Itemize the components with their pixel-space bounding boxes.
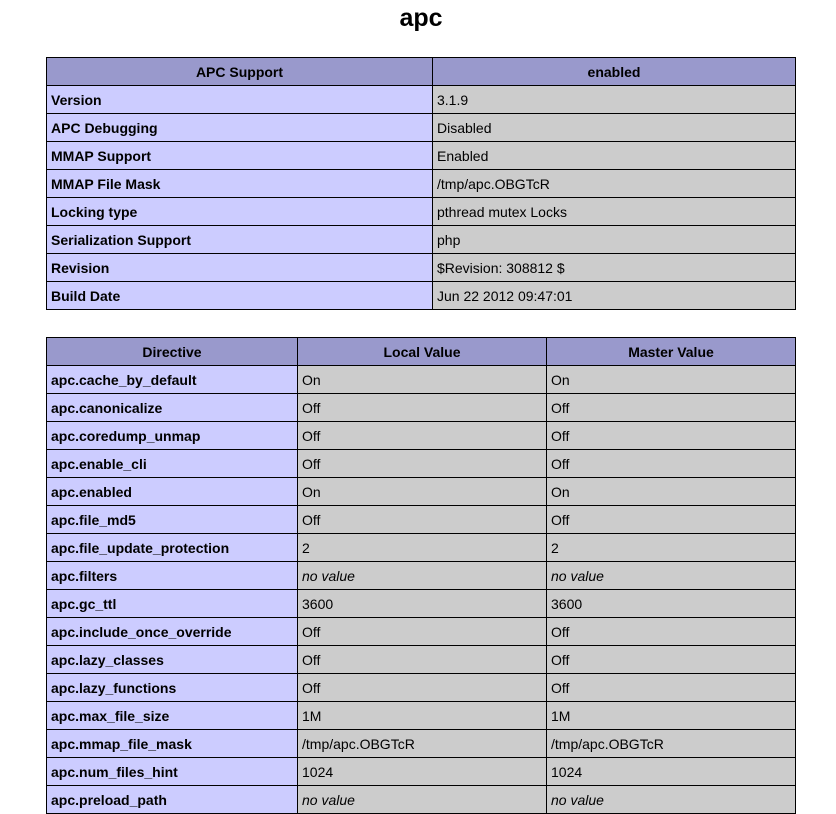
master-value — [547, 786, 796, 814]
directive-name: apc.mmap_file_mask — [47, 730, 298, 758]
row-label: MMAP File Mask — [47, 170, 433, 198]
master-value: Off — [547, 618, 796, 646]
master-value: Off — [547, 450, 796, 478]
master-value: Off — [547, 394, 796, 422]
header-enabled: enabled — [433, 58, 796, 86]
directive-name: apc.max_file_size — [47, 702, 298, 730]
table-header-row — [47, 58, 796, 86]
table-row — [47, 478, 796, 506]
table-row — [47, 590, 796, 618]
local-value: Off — [298, 450, 547, 478]
master-value: 2 — [547, 534, 796, 562]
directive-name: apc.lazy_functions — [47, 674, 298, 702]
local-value: 1024 — [298, 758, 547, 786]
directive-name: apc.preload_path — [47, 786, 298, 814]
local-value: Off — [298, 646, 547, 674]
master-value: 1M — [547, 702, 796, 730]
local-value: Off — [298, 422, 547, 450]
no-value-text: no value — [302, 567, 355, 584]
master-value: 1024 — [547, 758, 796, 786]
local-value: On — [298, 478, 547, 506]
row-label: APC Debugging — [47, 114, 433, 142]
table-row — [47, 674, 796, 702]
table-row — [47, 702, 796, 730]
master-value: Off — [547, 422, 796, 450]
header-local-value: Local Value — [298, 338, 547, 366]
local-value: /tmp/apc.OBGTcR — [298, 730, 547, 758]
row-value: Enabled — [433, 142, 796, 170]
table-row — [47, 422, 796, 450]
table-row — [47, 394, 796, 422]
local-value: Off — [298, 506, 547, 534]
local-value — [298, 562, 547, 590]
directive-name: apc.coredump_unmap — [47, 422, 298, 450]
directive-name: apc.gc_ttl — [47, 590, 298, 618]
row-label: MMAP Support — [47, 142, 433, 170]
directive-name: apc.canonicalize — [47, 394, 298, 422]
table-row — [47, 786, 796, 814]
row-label: Revision — [47, 254, 433, 282]
row-label: Version — [47, 86, 433, 114]
master-value: Off — [547, 506, 796, 534]
directive-name: apc.enabled — [47, 478, 298, 506]
directive-name: apc.lazy_classes — [47, 646, 298, 674]
directive-table — [46, 337, 796, 814]
row-label: Serialization Support — [47, 226, 433, 254]
local-value: Off — [298, 394, 547, 422]
master-value: Off — [547, 674, 796, 702]
row-value: php — [433, 226, 796, 254]
table-row — [47, 254, 796, 282]
table-row — [47, 142, 796, 170]
directive-name: apc.file_md5 — [47, 506, 298, 534]
master-value: Off — [547, 646, 796, 674]
master-value: On — [547, 366, 796, 394]
master-value: /tmp/apc.OBGTcR — [547, 730, 796, 758]
master-value: On — [547, 478, 796, 506]
row-value: Jun 22 2012 09:47:01 — [433, 282, 796, 310]
row-value: 3.1.9 — [433, 86, 796, 114]
table-row — [47, 758, 796, 786]
table-row — [47, 730, 796, 758]
directive-name: apc.cache_by_default — [47, 366, 298, 394]
table-row — [47, 366, 796, 394]
header-master-value: Master Value — [547, 338, 796, 366]
local-value: 2 — [298, 534, 547, 562]
local-value: 3600 — [298, 590, 547, 618]
local-value: On — [298, 366, 547, 394]
apc-support-table — [46, 57, 796, 310]
row-value: /tmp/apc.OBGTcR — [433, 170, 796, 198]
no-value-text: no value — [302, 791, 355, 808]
table-row — [47, 506, 796, 534]
table-row — [47, 618, 796, 646]
row-label: Build Date — [47, 282, 433, 310]
page-title: apc — [399, 4, 443, 32]
local-value — [298, 786, 547, 814]
table-row — [47, 114, 796, 142]
directive-name: apc.filters — [47, 562, 298, 590]
table-row — [47, 282, 796, 310]
local-value: 1M — [298, 702, 547, 730]
no-value-text: no value — [551, 791, 604, 808]
table-row — [47, 226, 796, 254]
row-value: $Revision: 308812 $ — [433, 254, 796, 282]
directive-name: apc.num_files_hint — [47, 758, 298, 786]
master-value — [547, 562, 796, 590]
no-value-text: no value — [551, 567, 604, 584]
row-label: Locking type — [47, 198, 433, 226]
local-value: Off — [298, 618, 547, 646]
header-apc-support: APC Support — [47, 58, 433, 86]
local-value: Off — [298, 674, 547, 702]
directive-name: apc.include_once_override — [47, 618, 298, 646]
row-value: Disabled — [433, 114, 796, 142]
directive-name: apc.enable_cli — [47, 450, 298, 478]
table-row — [47, 562, 796, 590]
table-row — [47, 170, 796, 198]
header-directive: Directive — [47, 338, 298, 366]
table-row — [47, 646, 796, 674]
table-row — [47, 86, 796, 114]
table-row — [47, 534, 796, 562]
table-row — [47, 198, 796, 226]
directive-name: apc.file_update_protection — [47, 534, 298, 562]
table-row — [47, 450, 796, 478]
table-header-row — [47, 338, 796, 366]
master-value: 3600 — [547, 590, 796, 618]
row-value: pthread mutex Locks — [433, 198, 796, 226]
